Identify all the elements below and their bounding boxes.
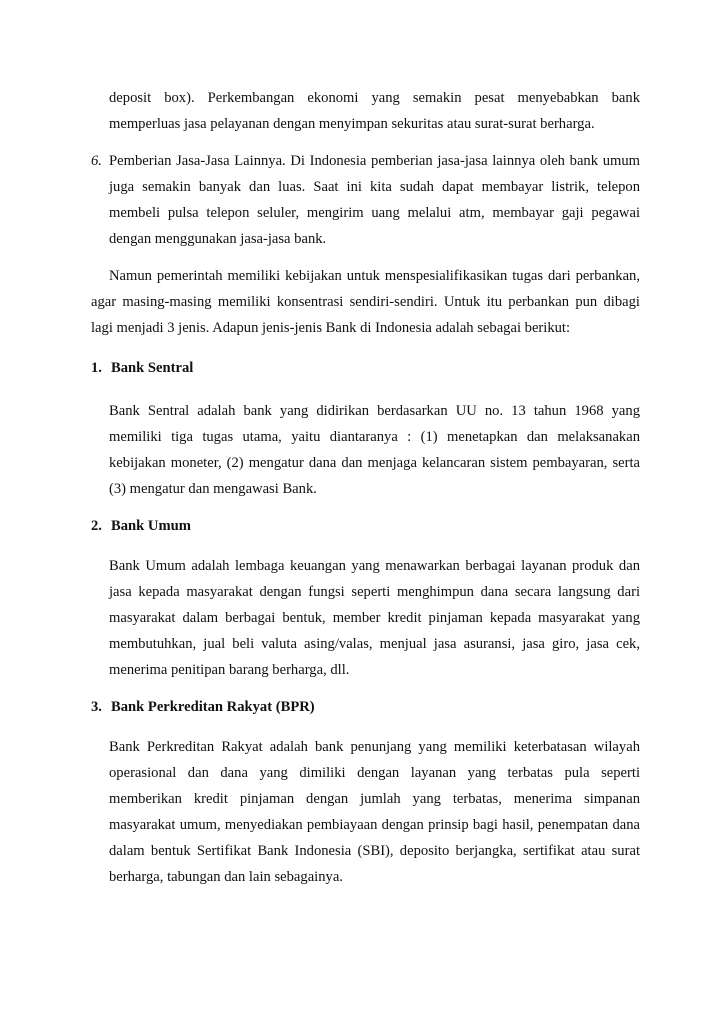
text-line: (3) mengatur dan mengawasi Bank. bbox=[109, 481, 317, 497]
text-line: memiliki tiga tugas utama, yaitu diantaranya : (1) menetapkan dan melaksanakan bbox=[109, 429, 640, 445]
text-line: agar masing-masing memiliki konsentrasi sendiri-sendiri. Untuk itu perbankan pun dibagi bbox=[91, 294, 640, 310]
list-number: 6. bbox=[91, 153, 102, 169]
text-line: menerima penitipan barang berharga, dll. bbox=[109, 662, 350, 678]
text-line: kebijakan moneter, (2) mengatur dana dan menjaga kelancaran sistem pembayaran, serta bbox=[109, 455, 640, 471]
text-line: deposit box). Perkembangan ekonomi yang semakin pesat menyebabkan bank bbox=[109, 90, 640, 106]
text-line: berharga, tabungan dan lain sebagainya. bbox=[109, 869, 343, 885]
text-line: dengan menggunakan jasa-jasa bank. bbox=[109, 231, 327, 247]
section-number: 1. bbox=[91, 360, 102, 376]
section-heading: Bank Sentral bbox=[111, 360, 194, 376]
text-line: Bank Sentral adalah bank yang didirikan berdasarkan UU no. 13 tahun 1968 yang bbox=[109, 403, 640, 419]
text-line: lagi menjadi 3 jenis. Adapun jenis-jenis Bank di Indonesia adalah sebagai berikut: bbox=[91, 320, 571, 336]
text-line: memberikan kredit pinjaman dengan jumlah yang terbatas, menerima simpanan bbox=[109, 791, 640, 807]
text-line: Bank Umum adalah lembaga keuangan yang menawarkan berbagai layanan produk dan bbox=[109, 558, 640, 574]
text-line: juga semakin banyak dan luas. Saat ini kita sudah dapat membayar listrik, telepon bbox=[109, 179, 640, 195]
text-line: operasional dan dana yang dimiliki dengan layanan yang terbatas pula seperti bbox=[109, 765, 640, 781]
text-line: membeli pulsa telepon seluler, mengirim uang melalui atm, membayar gaji pegawai bbox=[109, 205, 640, 221]
section-number: 2. bbox=[91, 518, 102, 534]
section-heading: Bank Umum bbox=[111, 518, 191, 534]
text-line: masyarakat dalam berbagai bentuk, member kredit pinjaman kepada masyarakat yang bbox=[109, 610, 640, 626]
text-line: memperluas jasa pelayanan dengan menyimpan sekuritas atau surat-surat berharga. bbox=[109, 116, 595, 132]
text-line: Bank Perkreditan Rakyat adalah bank penunjang yang memiliki keterbatasan wilayah bbox=[109, 739, 640, 755]
section-number: 3. bbox=[91, 699, 102, 715]
section-heading: Bank Perkreditan Rakyat (BPR) bbox=[111, 699, 315, 715]
text-line: Namun pemerintah memiliki kebijakan untuk menspesialifikasikan tugas dari perbankan, bbox=[109, 268, 640, 284]
text-line: masyarakat umum, menyediakan pembiayaan dengan prinsip bagi hasil, penempatan dana bbox=[109, 817, 640, 833]
text-line: Pemberian Jasa-Jasa Lainnya. Di Indonesia pemberian jasa-jasa lainnya oleh bank umum bbox=[109, 153, 640, 169]
text-line: membutuhkan, jual beli valuta asing/valas, menjual jasa asuransi, jasa giro, jasa cek, bbox=[109, 636, 640, 652]
text-line: dalam bentuk Sertifikat Bank Indonesia (SBI), deposito berjangka, sertifikat atau surat bbox=[109, 843, 640, 859]
text-line: jasa kepada masyarakat dengan fungsi seperti menghimpun dana secara langsung dari bbox=[109, 584, 640, 600]
